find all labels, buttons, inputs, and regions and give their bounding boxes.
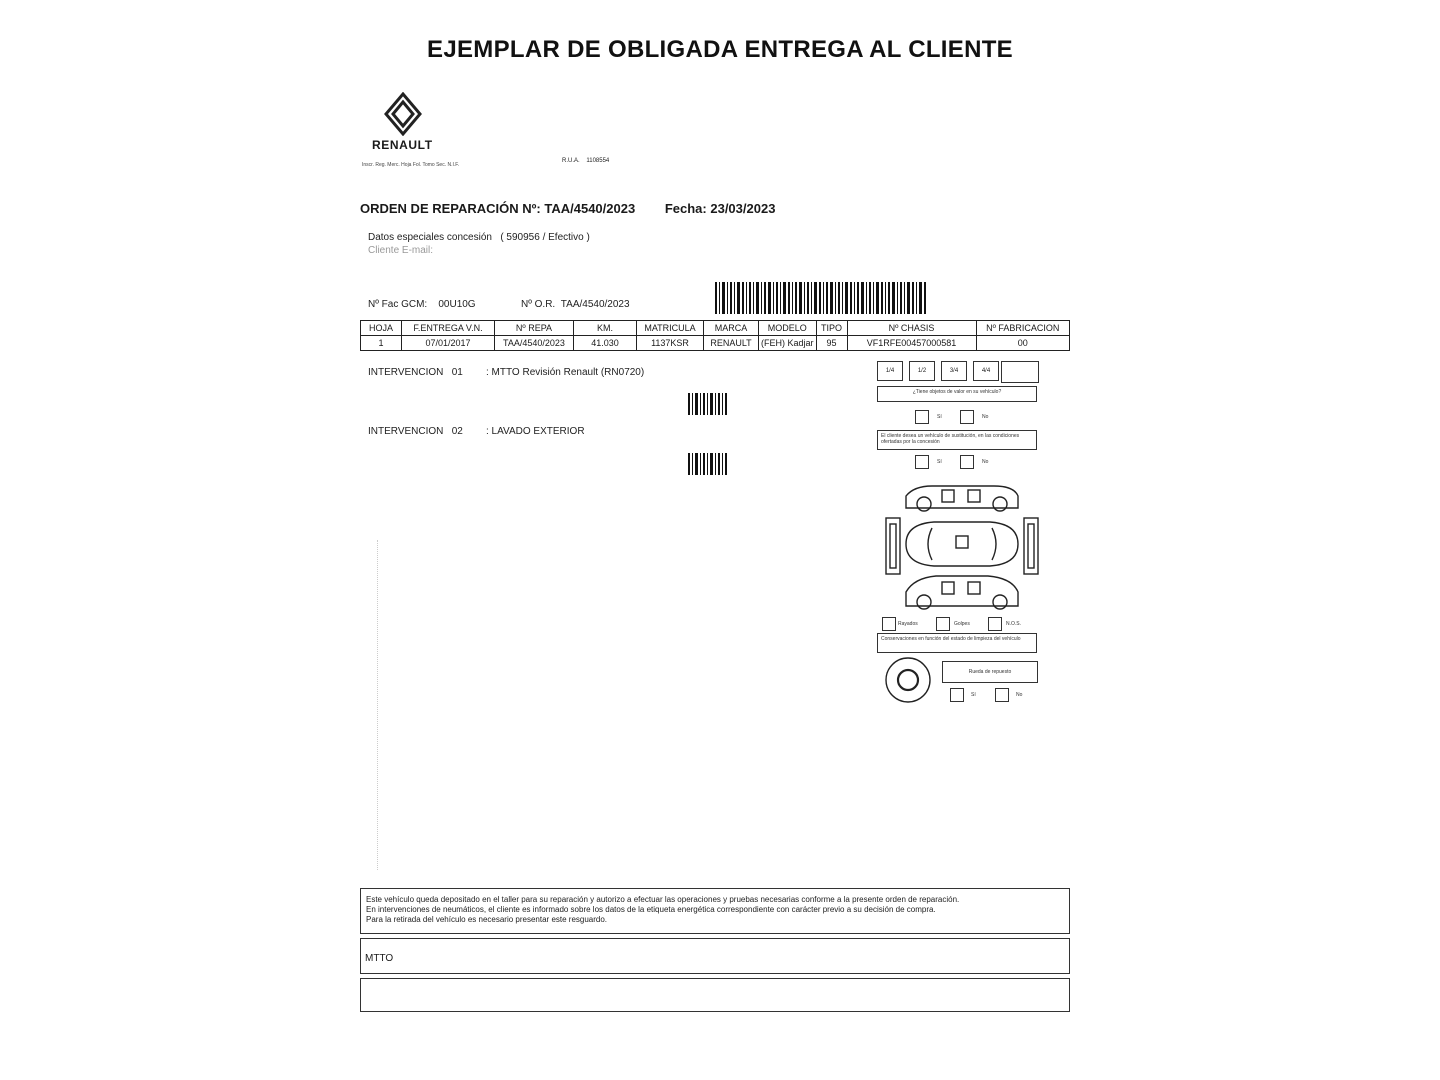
order-line — [360, 201, 775, 216]
fuel-level-half: 1/2 — [909, 361, 935, 381]
spare-no-checkbox[interactable] — [995, 688, 1009, 702]
damage-dents-checkbox[interactable] — [936, 617, 950, 631]
car-damage-diagram — [884, 482, 1040, 612]
cell-tipo: 95 — [816, 336, 847, 351]
valuables-yes-checkbox[interactable] — [915, 410, 929, 424]
registry-line: Inscr. Reg. Merc. Hoja Fol. Tomo Sec. N.I.F. — [362, 162, 460, 168]
rua-info — [562, 158, 609, 164]
order-number: TAA/4540/2023 — [544, 201, 636, 216]
observations-box: Conservaciones en función del estado de limpieza del vehículo — [877, 633, 1037, 653]
no-label: No — [982, 414, 989, 420]
cell-nrepa: TAA/4540/2023 — [495, 336, 574, 351]
fac-line — [368, 299, 476, 310]
terms-line: En intervenciones de neumáticos, el cliente es informado sobre los datos de la etiqueta energética correspondiente con carácter previo a su decisión de compra. — [366, 905, 936, 914]
damage-scratches-checkbox[interactable] — [882, 617, 896, 631]
no-label: No — [1016, 692, 1023, 698]
fuel-level-quarter: 1/4 — [877, 361, 903, 381]
document-heading: EJEMPLAR DE OBLIGADA ENTREGA AL CLIENTE — [427, 36, 1013, 63]
cell-modelo: (FEH) Kadjar — [759, 336, 817, 351]
intervention-label: INTERVENCION — [368, 426, 444, 437]
order-barcode — [715, 282, 927, 314]
brand-name: RENAULT — [372, 138, 433, 152]
yes-label: Sí — [971, 692, 976, 698]
intervention-01-desc: : MTTO Revisión Renault (RN0720) — [486, 367, 645, 378]
blank-signature-box — [360, 978, 1070, 1012]
scan-artifact-line — [377, 540, 378, 870]
spare-wheel-icon — [884, 656, 932, 704]
vehicle-table-header — [361, 321, 1070, 336]
col-tipo: TIPO — [816, 321, 847, 336]
yes-label: Sí — [937, 414, 942, 420]
spare-wheel-label: Rueda de repuesto — [942, 661, 1038, 683]
damage-scratches-label: Rayados — [898, 621, 918, 627]
col-chasis: Nº CHASIS — [847, 321, 976, 336]
order-label: ORDEN DE REPARACIÓN Nº: — [360, 201, 541, 216]
yes-label: Sí — [937, 459, 942, 465]
spare-yes-checkbox[interactable] — [950, 688, 964, 702]
fuel-level-blank — [1001, 361, 1039, 383]
order-date: 23/03/2023 — [710, 201, 776, 216]
replacement-no-checkbox[interactable] — [960, 455, 974, 469]
cell-km: 41.030 — [574, 336, 637, 351]
damage-dents-label: Golpes — [954, 621, 970, 627]
col-fentrega: F.ENTREGA V.N. — [402, 321, 495, 336]
table-row — [361, 336, 1070, 351]
col-nrepa: Nº REPA — [495, 321, 574, 336]
cell-fentrega: 07/01/2017 — [402, 336, 495, 351]
intervention-02 — [368, 426, 463, 437]
terms-box — [360, 888, 1070, 934]
question-valuables: ¿Tiene objetos de valor en su vehículo? — [877, 386, 1037, 402]
rua-value: 1108554 — [586, 158, 610, 164]
col-marca: MARCA — [704, 321, 759, 336]
cell-fabricacion: 00 — [976, 336, 1069, 351]
damage-nos-checkbox[interactable] — [988, 617, 1002, 631]
no-label: No — [982, 459, 989, 465]
cell-marca: RENAULT — [704, 336, 759, 351]
date-label: Fecha: — [664, 201, 707, 216]
col-matricula: MATRICULA — [637, 321, 704, 336]
fuel-level-three-quarters: 3/4 — [941, 361, 967, 381]
concession-line — [368, 232, 590, 243]
intervention-02-barcode — [688, 453, 728, 475]
intervention-number: 01 — [451, 367, 463, 378]
concession-value: ( 590956 / Efectivo ) — [500, 232, 590, 243]
terms-line: Para la retirada del vehículo es necesario presentar este resguardo. — [366, 915, 608, 924]
cell-hoja: 1 — [361, 336, 402, 351]
intervention-label: INTERVENCION — [368, 367, 444, 378]
vehicle-table — [360, 320, 1070, 351]
mtto-box — [360, 938, 1070, 974]
col-hoja: HOJA — [361, 321, 402, 336]
client-email-label: Cliente E-mail: — [368, 245, 434, 256]
concession-label: Datos especiales concesión — [368, 232, 492, 243]
col-fabricacion: Nº FABRICACION — [976, 321, 1069, 336]
fuel-level-full: 4/4 — [973, 361, 999, 381]
question-replacement-vehicle: El cliente desea un vehículo de sustitución, en las condiciones ofertadas por la concesión — [877, 430, 1037, 450]
rua-label: R.U.A. — [562, 158, 580, 164]
cell-matricula: 1137KSR — [637, 336, 704, 351]
intervention-01 — [368, 367, 463, 378]
replacement-yes-checkbox[interactable] — [915, 455, 929, 469]
fac-label: Nº Fac GCM: — [368, 299, 428, 310]
fuel-level-row — [877, 361, 1041, 383]
valuables-no-checkbox[interactable] — [960, 410, 974, 424]
col-modelo: MODELO — [759, 321, 817, 336]
or-value: TAA/4540/2023 — [560, 299, 630, 310]
col-km: KM. — [574, 321, 637, 336]
terms-line: Este vehículo queda depositado en el taller para su reparación y autorizo a efectuar las operaciones y pruebas necesarias conforme a la presente orden de reparación. — [366, 895, 960, 904]
intervention-02-desc: : LAVADO EXTERIOR — [486, 426, 585, 437]
intervention-number: 02 — [451, 426, 463, 437]
renault-logo — [372, 92, 452, 152]
damage-nos-label: N.O.S. — [1006, 621, 1022, 627]
cell-chasis: VF1RFE00457000581 — [847, 336, 976, 351]
fac-value: 00U10G — [438, 299, 476, 310]
or-line — [521, 299, 630, 310]
mtto-label: MTTO — [365, 953, 394, 964]
renault-diamond-icon — [384, 92, 422, 136]
intervention-01-barcode — [688, 393, 728, 415]
or-label: Nº O.R. — [521, 299, 556, 310]
